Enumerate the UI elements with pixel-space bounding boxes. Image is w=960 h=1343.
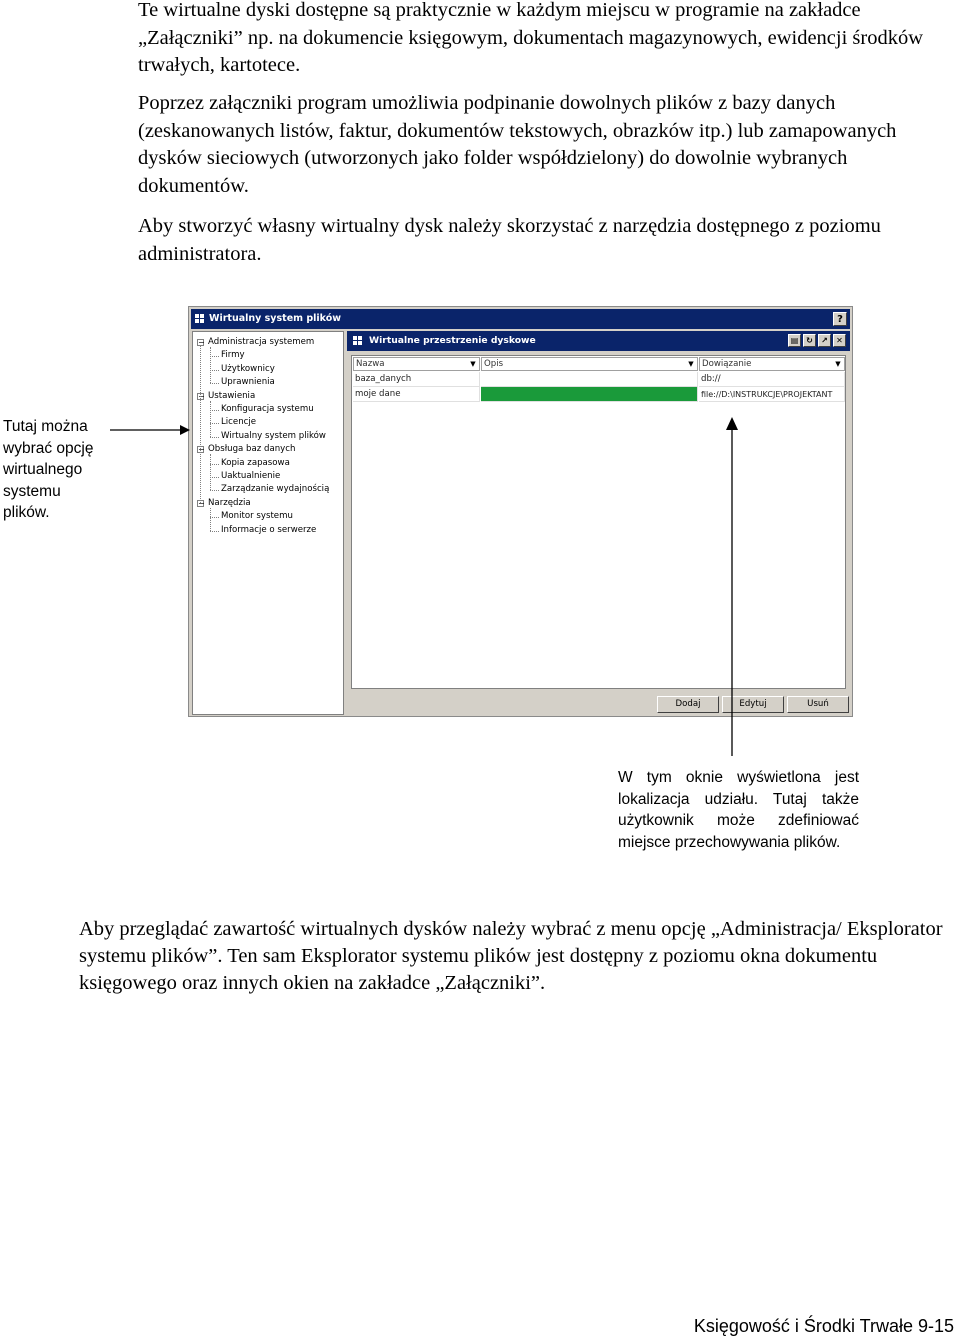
tree-group[interactable]: Ustawienia bbox=[208, 390, 256, 401]
window-title: Wirtualny system plików bbox=[209, 313, 342, 324]
cell-link[interactable]: db:// bbox=[699, 372, 845, 387]
column-header-name-label: Nazwa bbox=[356, 359, 385, 369]
tree-item[interactable]: Kopia zapasowa bbox=[221, 457, 290, 468]
tree-item[interactable]: Zarządzanie wydajnością bbox=[221, 484, 330, 495]
tools-icon[interactable]: ✕ bbox=[833, 334, 846, 347]
refresh-icon[interactable]: ↻ bbox=[803, 334, 816, 347]
tree-group[interactable]: Narzędzia bbox=[208, 497, 251, 508]
paragraph-explorer: Aby przeglądać zawartość wirtualnych dysków należy wybrać z menu opcję „Administracja/ Eksplorator systemu plików”. Ten sam Eksplorator systemu plików jest dostępny z poziomu okna dokumentu księgowego oraz innych okien na zakładce „Załączniki”. bbox=[79, 918, 943, 994]
tree-item[interactable]: Wirtualny system plików bbox=[221, 430, 326, 441]
add-button[interactable]: Dodaj bbox=[657, 696, 719, 713]
tree-item[interactable]: Konfiguracja systemu bbox=[221, 404, 314, 414]
tree-item[interactable]: Firmy bbox=[221, 350, 245, 361]
delete-button[interactable]: Usuń bbox=[787, 696, 849, 713]
collapse-icon[interactable]: − bbox=[198, 391, 205, 401]
tree-item[interactable]: Uaktualnienie bbox=[221, 471, 281, 481]
print-icon[interactable]: ▤ bbox=[788, 334, 801, 347]
annotation-left: Tutaj można wybrać opcję wirtualnego systemu plików. bbox=[3, 418, 94, 521]
cell-name[interactable]: baza_danych bbox=[353, 372, 480, 387]
collapse-icon[interactable]: − bbox=[198, 498, 205, 508]
left-arrow-head bbox=[180, 425, 190, 435]
tree-item[interactable]: Użytkownicy bbox=[221, 363, 275, 374]
tree-item[interactable]: Uprawnienia bbox=[221, 377, 275, 388]
chevron-down-icon[interactable]: ▼ bbox=[835, 360, 841, 368]
collapse-icon[interactable]: − bbox=[198, 445, 205, 455]
tree-item[interactable]: Licencje bbox=[221, 417, 257, 428]
right-arrow-head bbox=[726, 417, 738, 430]
cell-name[interactable]: moje dane bbox=[353, 387, 480, 402]
panel-title: Wirtualne przestrzenie dyskowe bbox=[369, 335, 536, 346]
cell-link[interactable]: file://D:\INSTRUKCJE\PROJEKTANT bbox=[699, 387, 845, 402]
column-header-link-label: Dowiązanie bbox=[702, 359, 752, 369]
paragraph-create-disk: Aby stworzyć własny wirtualny dysk należy skorzystać z narzędzia dostępnego z poziomu administratora. bbox=[138, 215, 881, 265]
tree-group[interactable]: Obsługa baz danych bbox=[208, 444, 296, 455]
collapse-icon[interactable]: − bbox=[198, 338, 205, 347]
tree-group[interactable]: Administracja systemem bbox=[208, 337, 315, 347]
column-header-desc-label: Opis bbox=[484, 359, 504, 369]
tree-item[interactable]: Informacje o serwerze bbox=[221, 524, 317, 535]
edit-button[interactable]: Edytuj bbox=[722, 696, 784, 713]
annotation-right: W tym oknie wyświetlona jest lokalizacja udziału. Tutaj także użytkownik może zdefiniować miejsce przechowywania plików. bbox=[618, 769, 859, 851]
chevron-down-icon[interactable]: ▼ bbox=[470, 360, 476, 368]
paragraph-attachments: Poprzez załączniki program umożliwia podpinanie dowolnych plików z bazy danych (zeskanowanych listów, faktur, dokumentów tekstowych, obrazków itp.) lub zamapowanych dysków sieciowych (utworzonych jako folder współdzielony) do dowolnie wybranych dokumentów. bbox=[138, 92, 897, 197]
tree-item[interactable]: Monitor systemu bbox=[221, 511, 293, 522]
chevron-down-icon[interactable]: ▼ bbox=[688, 360, 694, 368]
page-footer: Księgowość i Środki Trwałe 9-15 bbox=[693, 1316, 954, 1336]
export-icon[interactable]: ↗ bbox=[818, 334, 831, 347]
help-button[interactable]: ? bbox=[833, 312, 847, 326]
paragraph-intro: Te wirtualne dyski dostępne są praktycznie w każdym miejscu w programie na zakładce „Załączniki” np. na dokumencie księgowym, dokumentach magazynowych, ewidencji środków trwałych, kartotece. bbox=[138, 0, 924, 76]
